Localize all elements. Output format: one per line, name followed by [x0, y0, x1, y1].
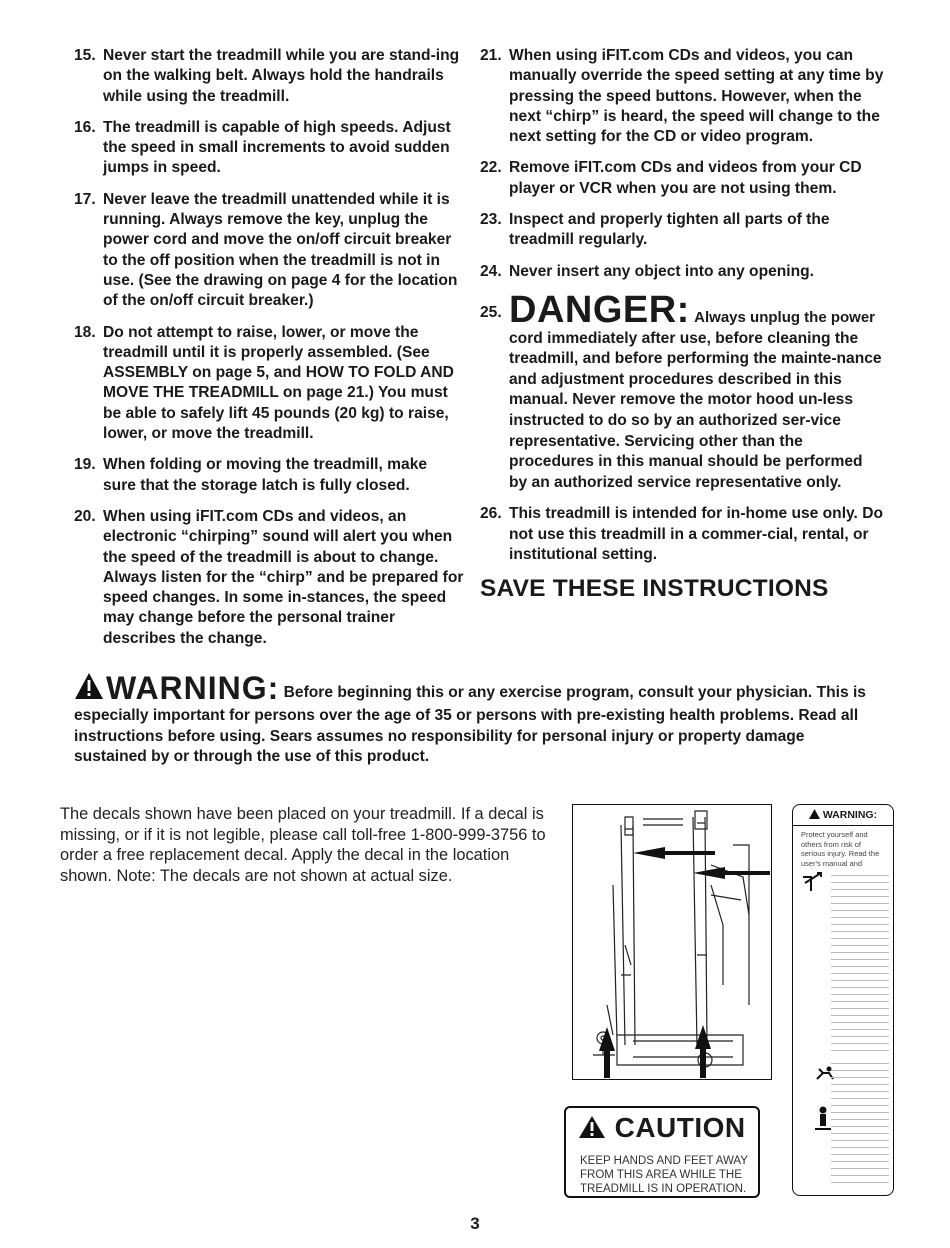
decal-fine-print [831, 875, 889, 1055]
list-item [480, 504, 885, 565]
danger-heading: DANGER: [509, 288, 690, 331]
item-text: When folding or moving the treadmill, make sure that the storage latch is fully closed. [103, 456, 428, 494]
save-instructions-heading: SAVE THESE INSTRUCTIONS [480, 575, 829, 603]
item-text: When using iFIT.com CDs and videos, you can manually override the speed setting at any time by pressing the speed buttons. However, when the next “chirp” is heard, the speed will change to the next setting for the CD or video program. [509, 47, 884, 146]
danger-lead: Always unplug the power [694, 308, 876, 326]
item-number: 23. [480, 211, 502, 229]
list-item [74, 455, 464, 496]
item-number: 18. [74, 323, 96, 341]
item-number: 20. [74, 507, 96, 525]
left-column [74, 46, 464, 660]
decals-paragraph: The decals shown have been placed on your treadmill. If a decal is missing, or if it is not legible, please call toll-free 1-800-999-3756 to order a free replacement decal. Apply the decal in the location shown. Note: The decals are not shown at actual size. [60, 805, 546, 885]
item-text: When using iFIT.com CDs and videos, an electronic “chirping” sound will alert you when the speed of the treadmill is about to change. Always listen for the “chirp” and be prepared for speed changes. In some in-stances, the speed may change before the personal trainer describes the change. [103, 507, 464, 647]
list-item [74, 323, 464, 445]
list-item [74, 46, 464, 107]
treadmill-drawing-icon [573, 805, 770, 1078]
list-item [480, 210, 885, 251]
item-number: 22. [480, 159, 502, 177]
item-text: Inspect and properly tighten all parts of the treadmill regularly. [509, 211, 830, 249]
list-item [480, 262, 885, 282]
warning-heading: WARNING: [106, 670, 280, 706]
warning-decal [792, 804, 894, 1196]
item-text: Never start the treadmill while you are stand-ing on the walking belt. Always hold the handrails while using the treadmill. [103, 47, 460, 105]
warning-text: Before beginning this or any exercise program, consult your physician. This is especially important for persons over the age of 35 or persons with pre-existing health problems. Read all instructions before using. Sears assumes no responsibility for personal injury or property damage sustained by or through the use of this product. [74, 684, 866, 766]
right-column [480, 46, 885, 603]
item-number: 15. [74, 47, 96, 64]
decal-intro: Protect yourself and others from risk of serious injury. Read the user's manual and [801, 830, 880, 868]
caution-triangle-icon [578, 1115, 606, 1139]
decal-title-row [793, 809, 893, 821]
warning-block [74, 672, 874, 768]
warning-triangle-icon [74, 672, 104, 706]
item-text: This treadmill is intended for in-home use only. Do not use this treadmill in a commer-cial, rental, or institutional setting. [509, 505, 883, 563]
danger-item [480, 288, 885, 493]
list-item [480, 158, 885, 199]
item-text: Never leave the treadmill unattended while it is running. Always remove the key, unplug the power cord and move the on/off circuit breaker to the off position when the treadmill is not in use. (See the drawing on page 4 for the location of the on/off circuit breaker.) [103, 190, 458, 310]
item-number: 16. [74, 118, 96, 136]
item-number: 21. [480, 47, 502, 64]
caution-title: CAUTION [614, 1112, 746, 1143]
decal-warning-icon [809, 809, 820, 819]
danger-text: cord immediately after use, before cleaning the treadmill, and before performing the mainte-nance and adjustment procedures described in this manual. Never remove the motor hood un-less instructed to do so by an authorized ser-vice representative. Servicing other than the procedures in this manual should be performed by an authorized service representative only. [509, 329, 882, 491]
item-text: Do not attempt to raise, lower, or move the treadmill until it is properly assembled. (See ASSEMBLY on page 5, and HOW TO FOLD AND MOVE THE TREADMILL on page 21.) You must be able to safely lift 45 pounds (20 kg) to raise, lower, or move the treadmill. [103, 323, 454, 443]
item-number: 25. [480, 303, 502, 321]
item-text: Remove iFIT.com CDs and videos from your CD player or VCR when you are not using them. [509, 159, 862, 197]
caution-decal [564, 1106, 760, 1198]
item-number: 26. [480, 505, 502, 523]
list-item [74, 507, 464, 649]
page-number: 3 [470, 1214, 480, 1233]
list-item [74, 118, 464, 179]
decal-title: WARNING: [822, 809, 878, 821]
decal-fine-print [831, 1063, 889, 1183]
list-item [74, 190, 464, 312]
danger-text-block [509, 288, 885, 493]
child-warning-icon [813, 1105, 833, 1133]
item-text: The treadmill is capable of high speeds. Adjust the speed in small increments to avoid sudden jumps in speed. [103, 118, 451, 177]
decal-divider [793, 825, 893, 826]
item-number: 17. [74, 190, 96, 208]
caution-title-row [566, 1112, 758, 1144]
item-number: 24. [480, 262, 502, 280]
item-number: 19. [74, 456, 96, 474]
list-item [480, 46, 885, 147]
hand-pointing-icon [801, 871, 827, 893]
caution-text: KEEP HANDS AND FEET AWAY FROM THIS AREA WHILE THE TREADMILL IS IN OPERATION. [580, 1155, 748, 1195]
treadmill-diagram [572, 804, 772, 1080]
item-text: Never insert any object into any opening. [509, 262, 815, 280]
